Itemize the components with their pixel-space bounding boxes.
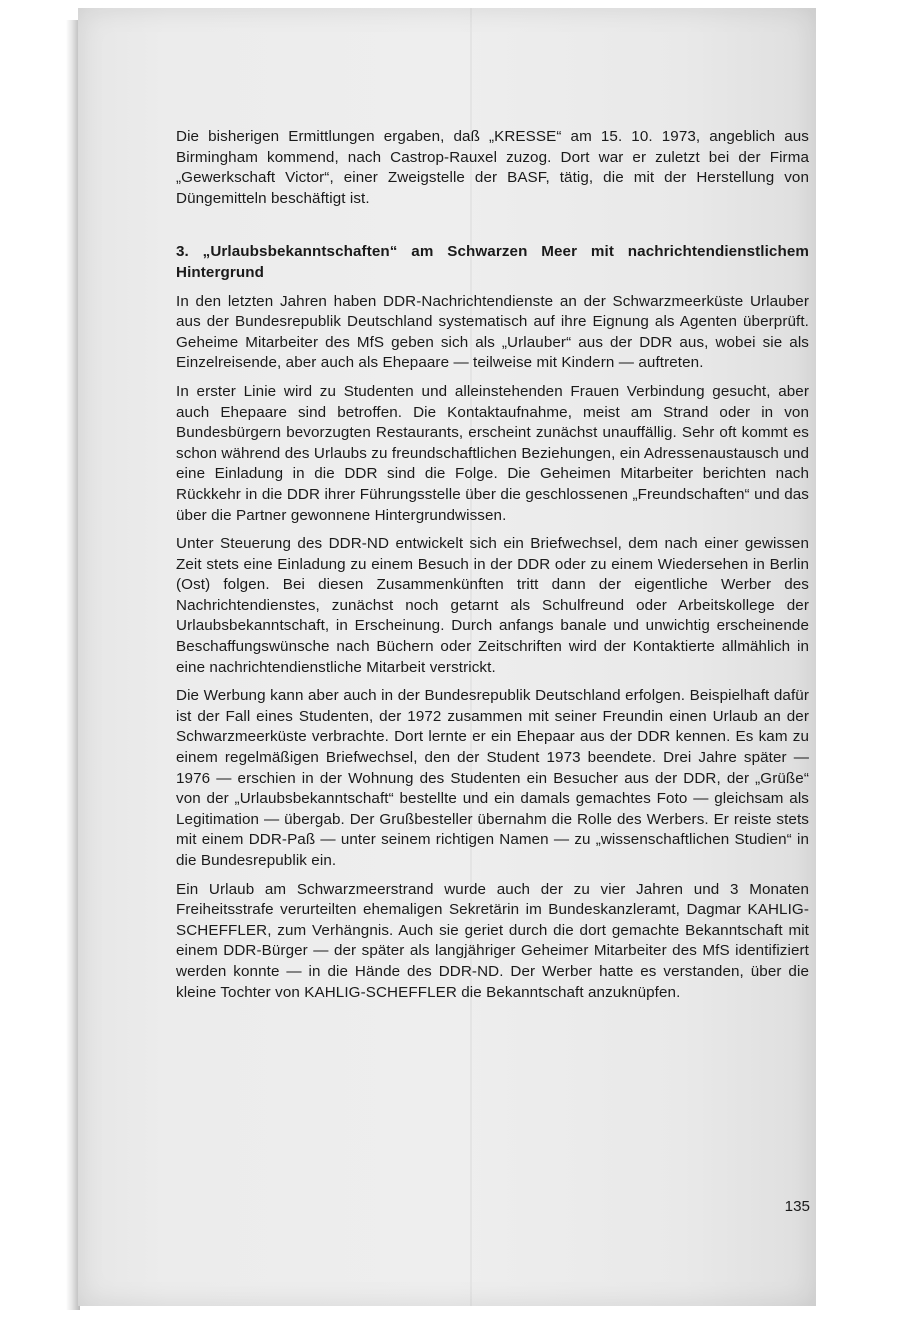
paragraph-intro: In den letzten Jahren haben DDR-Nachrichtendienste an der Schwarzmeerküste Urlauber aus der Bundesrepublik Deutschland systematisch auf ihre Eignung als Agenten überprüft. Geheime Mitarbeiter des MfS geben sich als „Urlauber“ aus der DDR aus, wobei sie als Einzelreisende, aber auch als Ehepaare — teilweise mit Kindern — auftreten.	[176, 292, 809, 372]
paragraph-example-student: Die Werbung kann aber auch in der Bundesrepublik Deutschland erfolgen. Beispielhaft dafür ist der Fall eines Studenten, der 1972 zusammen mit seiner Freundin einen Urlaub an der Schwarzmeerküste verbrachte. Dort lernte er ein Ehepaar aus der DDR kennen. Es kam zu einem regelmäßigen Briefwechsel, den der Student 1973 beendete. Drei Jahre später — 1976 — erschien in der Wohnung des Studenten ein Besucher aus der DDR, der „Grüße“ von der „Urlaubsbekanntschaft“ bestellte und ein damals gemachtes Foto — gleichsam als Legitimation — übergab. Der Grußbesteller übernahm die Rolle des Werbers. Er reiste stets mit einem DDR-Paß — unter seinem richtigen Namen — zu „wissenschaftlichen Studien“ in die Bundesrepublik ein.	[176, 687, 809, 869]
paragraph-contact: In erster Linie wird zu Studenten und alleinstehenden Frauen Verbindung gesucht, aber auch Ehepaare sind betroffen. Die Kontaktaufnahme, meist am Strand oder in von Bundesbürgern bevorzugten Restaurants, erscheint zunächst unauffällig. Sehr oft kommt es schon während des Urlaubs zu freundschaftlichen Beziehungen, ein Adressenaustausch und eine Einladung in die DDR sind die Folge. Die Geheimen Mitarbeiter berichten nach Rückkehr in die DDR ihrer Führungsstelle über die geschlossenen „Freundschaften“ und das über die Partner gewonnene Hintergrundwissen.	[176, 382, 809, 524]
page-number: 135	[784, 1198, 810, 1215]
paragraph-kresse: Die bisherigen Ermittlungen ergaben, daß „KRESSE“ am 15. 10. 1973, angeblich aus Birmingham kommend, nach Castrop-Rauxel zuzog. Dort war er zuletzt bei der Firma „Gewerkschaft Victor“, einer Zweigstelle der BASF, tätig, die mit der Herstellung von Düngemitteln beschäftigt ist.	[176, 128, 809, 207]
paragraph-kahlig-scheffler: Ein Urlaub am Schwarzmeerstrand wurde auch der zu vier Jahren und 3 Monaten Freiheitsstrafe verurteilten ehemaligen Sekretärin im Bundeskanzleramt, Dagmar KAHLIG-SCHEFFLER, zum Verhängnis. Auch sie geriet durch die dort gemachte Bekanntschaft mit einem DDR-Bürger — der später als langjähriger Geheimer Mitarbeiter des MfS identifiziert werden konnte — in die Hände des DDR-ND. Der Werber hatte es verstanden, über die kleine Tochter von KAHLIG-SCHEFFLER die Bekanntschaft anzuknüpfen.	[176, 880, 809, 1001]
paragraph-steering: Unter Steuerung des DDR-ND entwickelt sich ein Briefwechsel, dem nach einer gewissen Zeit stets eine Einladung zu einem Besuch in der DDR oder zu einem Wiedersehen in Berlin (Ost) folgen. Bei diesen Zusammenkünften tritt dann der eigentliche Werber des Nachrichtendienstes, zunächst noch getarnt als Schulfreund oder Arbeitskollege der Urlaubsbekanntschaft, in Erscheinung. Durch anfangs banale und unwichtig erscheinende Beschaffungswünsche nach Büchern oder Zeitschriften wird der Kontaktierte allmählich in eine nachrichtendienstliche Mitarbeit verstrickt.	[176, 535, 809, 676]
page-body	[176, 127, 809, 1011]
section-heading: 3. „Urlaubsbekanntschaften“ am Schwarzen Meer mit nachrichtendienstlichem Hintergrund	[176, 243, 809, 281]
